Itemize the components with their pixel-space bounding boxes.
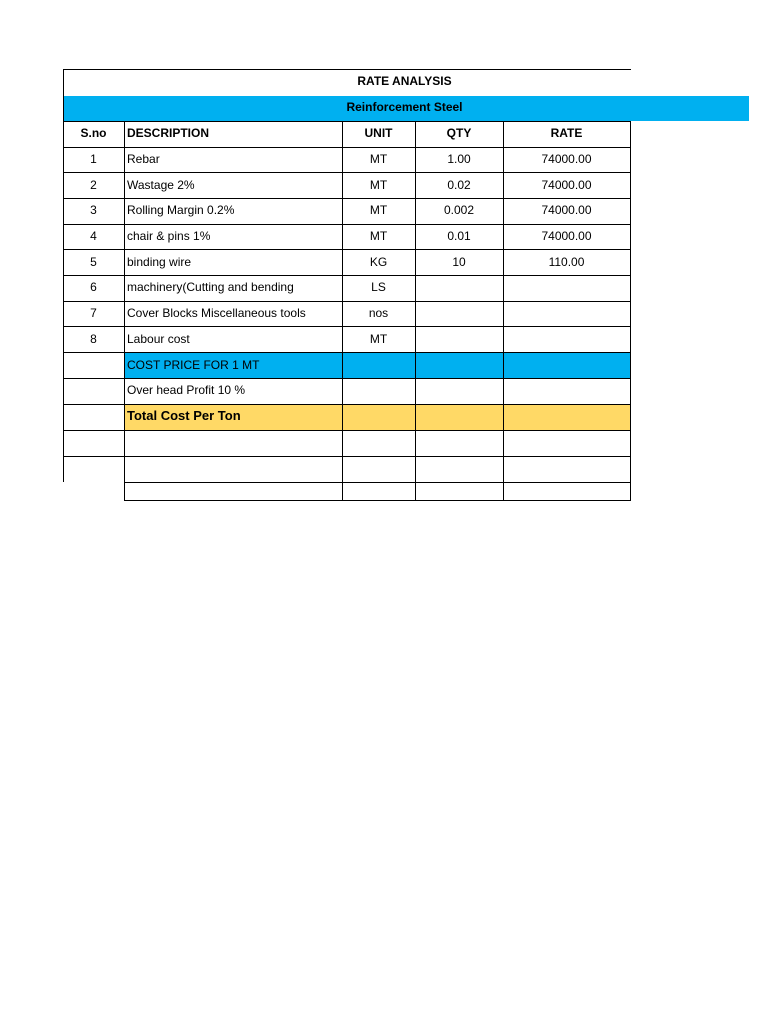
row-3-sno: 3 — [90, 203, 97, 217]
row-8-sno: 8 — [90, 332, 97, 346]
overhead-label: Over head Profit 10 % — [127, 383, 246, 397]
row-1-sno: 1 — [90, 152, 97, 166]
sheet-subtitle: Reinforcement Steel — [346, 100, 463, 114]
row-7-unit: nos — [368, 306, 389, 320]
sheet-title: RATE ANALYSIS — [357, 74, 452, 88]
header-rate: RATE — [550, 126, 583, 140]
row-1-unit: MT — [369, 152, 388, 166]
row-4-qty: 0.01 — [447, 229, 471, 243]
row-8-unit: MT — [369, 332, 388, 346]
row-2-description: Wastage 2% — [127, 178, 195, 192]
row-6-description: machinery(Cutting and bending — [127, 280, 294, 294]
row-5-unit: KG — [369, 255, 388, 269]
row-5-description: binding wire — [127, 255, 192, 269]
row-3-unit: MT — [369, 203, 388, 217]
row-5-qty: 10 — [452, 255, 466, 269]
cost-price-label: COST PRICE FOR 1 MT — [127, 358, 260, 372]
header-description: DESCRIPTION — [127, 126, 210, 140]
total-cost-label: Total Cost Per Ton — [127, 408, 241, 423]
row-5-sno: 5 — [90, 255, 97, 269]
row-1-qty: 1.00 — [447, 152, 471, 166]
row-3-description: Rolling Margin 0.2% — [127, 203, 235, 217]
header-sno: S.no — [80, 126, 107, 140]
row-1-description: Rebar — [127, 152, 160, 166]
row-4-sno: 4 — [90, 229, 97, 243]
row-1-rate: 74000.00 — [541, 152, 592, 166]
header-qty: QTY — [446, 126, 472, 140]
row-2-rate: 74000.00 — [541, 178, 592, 192]
row-3-qty: 0.002 — [443, 203, 475, 217]
row-2-qty: 0.02 — [447, 178, 471, 192]
row-3-rate: 74000.00 — [541, 203, 592, 217]
row-7-description: Cover Blocks Miscellaneous tools — [127, 306, 306, 320]
header-unit: UNIT — [364, 126, 393, 140]
row-6-unit: LS — [371, 280, 386, 294]
row-2-sno: 2 — [90, 178, 97, 192]
row-4-description: chair & pins 1% — [127, 229, 211, 243]
row-8-description: Labour cost — [127, 332, 190, 346]
row-5-rate: 110.00 — [548, 255, 585, 269]
row-4-unit: MT — [369, 229, 388, 243]
row-6-sno: 6 — [90, 280, 97, 294]
row-4-rate: 74000.00 — [541, 229, 592, 243]
row-2-unit: MT — [369, 178, 388, 192]
row-7-sno: 7 — [90, 306, 97, 320]
